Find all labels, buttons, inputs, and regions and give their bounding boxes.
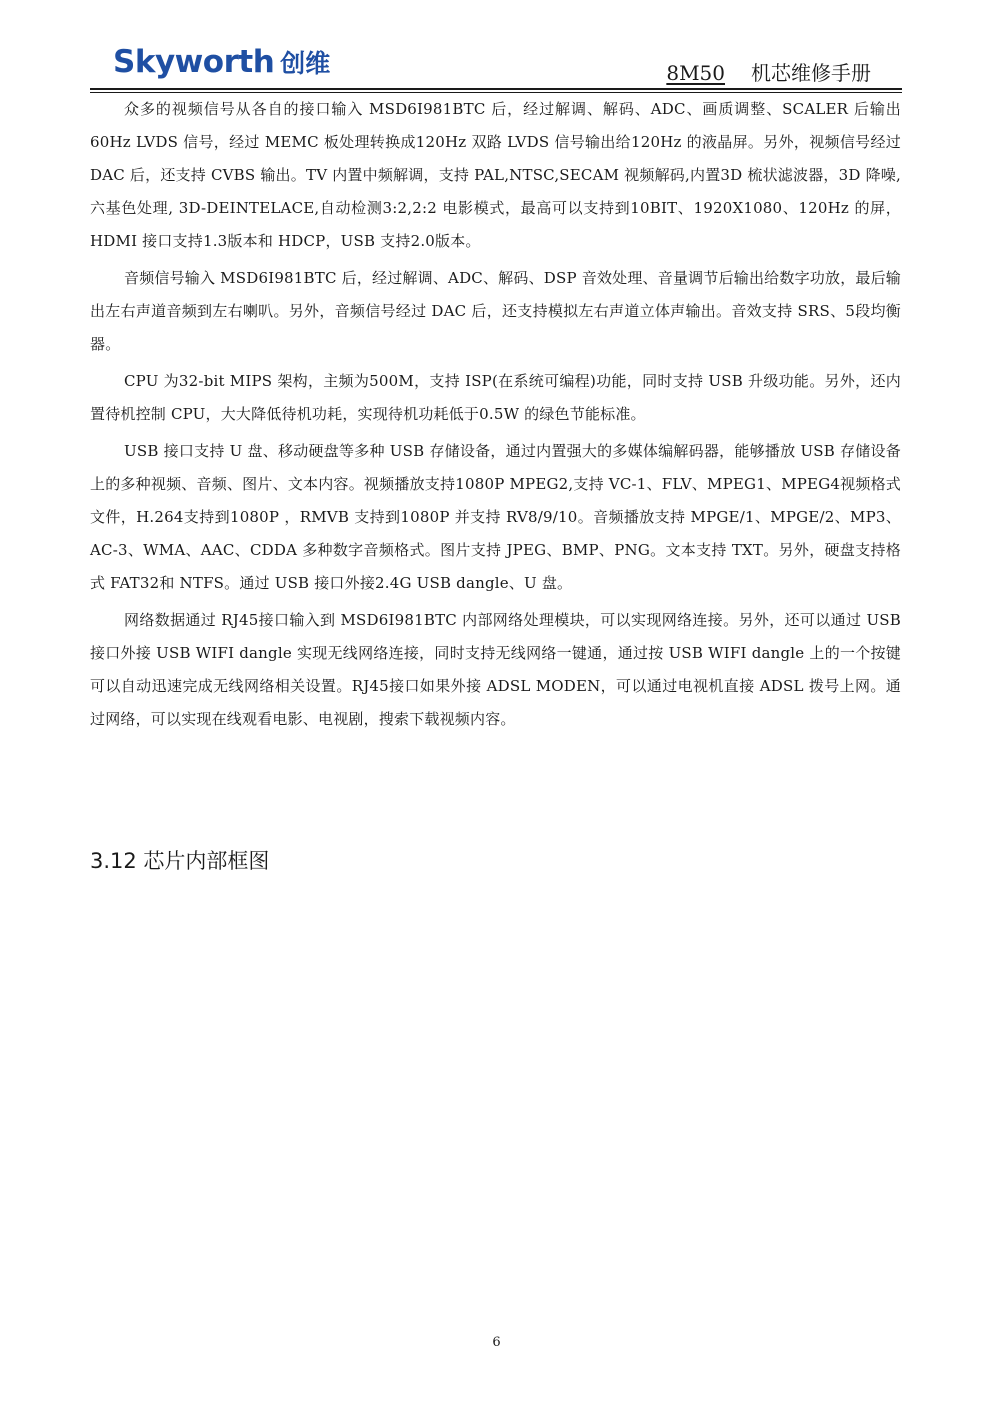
logo-wordmark: Skyworth bbox=[113, 44, 275, 80]
manual-title: 机芯维修手册 bbox=[751, 61, 871, 85]
model-number: 8M50 bbox=[666, 61, 725, 85]
header-divider bbox=[90, 88, 902, 90]
body-text bbox=[90, 93, 901, 740]
paragraph-cpu: CPU 为32-bit MIPS 架构，主频为500M，支持 ISP(在系统可编程)功能，同时支持 USB 升级功能。另外，还内置待机控制 CPU，大大降低待机功耗，实现待机功耗低于0.5W 的绿色节能标准。 bbox=[90, 372, 901, 423]
paragraph-video: 众多的视频信号从各自的接口输入 MSD6I981BTC 后，经过解调、解码、ADC、画质调整、SCALER 后输出60Hz LVDS 信号，经过 MEMC 板处理转换成120Hz 双路 LVDS 信号输出给120Hz 的液晶屏。另外，视频信号经过 DAC 后，还支持 CVBS 输出。TV 内置中频解调，支持 PAL,NTSC,SECAM 视频解码,内置3D 梳状滤波器，3D 降噪,六基色处理, 3D-DEINTELACE,自动检测3:2,2:2 电影模式，最高可以支持到10BIT、1920X1080、120Hz 的屏，HDMI 接口支持1.3版本和 HDCP，USB 支持2.0版本。 bbox=[90, 100, 901, 250]
skyworth-logo bbox=[113, 44, 330, 82]
page-header bbox=[0, 0, 993, 95]
page-number: 6 bbox=[492, 1335, 501, 1350]
document-title bbox=[628, 60, 871, 86]
paragraph-network: 网络数据通过 RJ45接口输入到 MSD6I981BTC 内部网络处理模块，可以实现网络连接。另外，还可以通过 USB 接口外接 USB WIFI dangle 实现无线网络连接，同时支持无线网络一键通，通过按 USB WIFI dangle 上的一个按键可以自动迅速完成无线网络相关设置。RJ45接口如果外接 ADSL MODEN，可以通过电视机直接 ADSL 拨号上网。通过网络，可以实现在线观看电影、电视剧，搜索下载视频内容。 bbox=[90, 611, 901, 728]
paragraph-audio: 音频信号输入 MSD6I981BTC 后，经过解调、ADC、解码、DSP 音效处理、音量调节后输出给数字功放，最后输出左右声道音频到左右喇叭。另外，音频信号经过 DAC 后，还支持模拟左右声道立体声输出。音效支持 SRS、5段均衡器。 bbox=[90, 269, 901, 353]
logo-chinese: 创维 bbox=[280, 49, 331, 78]
section-heading: 3.12 芯片内部框图 bbox=[90, 849, 270, 873]
paragraph-usb: USB 接口支持 U 盘、移动硬盘等多种 USB 存储设备，通过内置强大的多媒体编解码器，能够播放 USB 存储设备上的多种视频、音频、图片、文本内容。视频播放支持1080P MPEG2,支持 VC-1、FLV、MPEG1、MPEG4视频格式文件，H.264支持到1080P ，RMVB 支持到1080P 并支持 RV8/9/10。音频播放支持 MPGE/1、MPGE/2、MP3、AC-3、WMA、AAC、CDDA 多种数字音频格式。图片支持 JPEG、BMP、PNG。文本支持 TXT。另外，硬盘支持格式 FAT32和 NTFS。通过 USB 接口外接2.4G USB dangle、U 盘。 bbox=[90, 442, 901, 592]
